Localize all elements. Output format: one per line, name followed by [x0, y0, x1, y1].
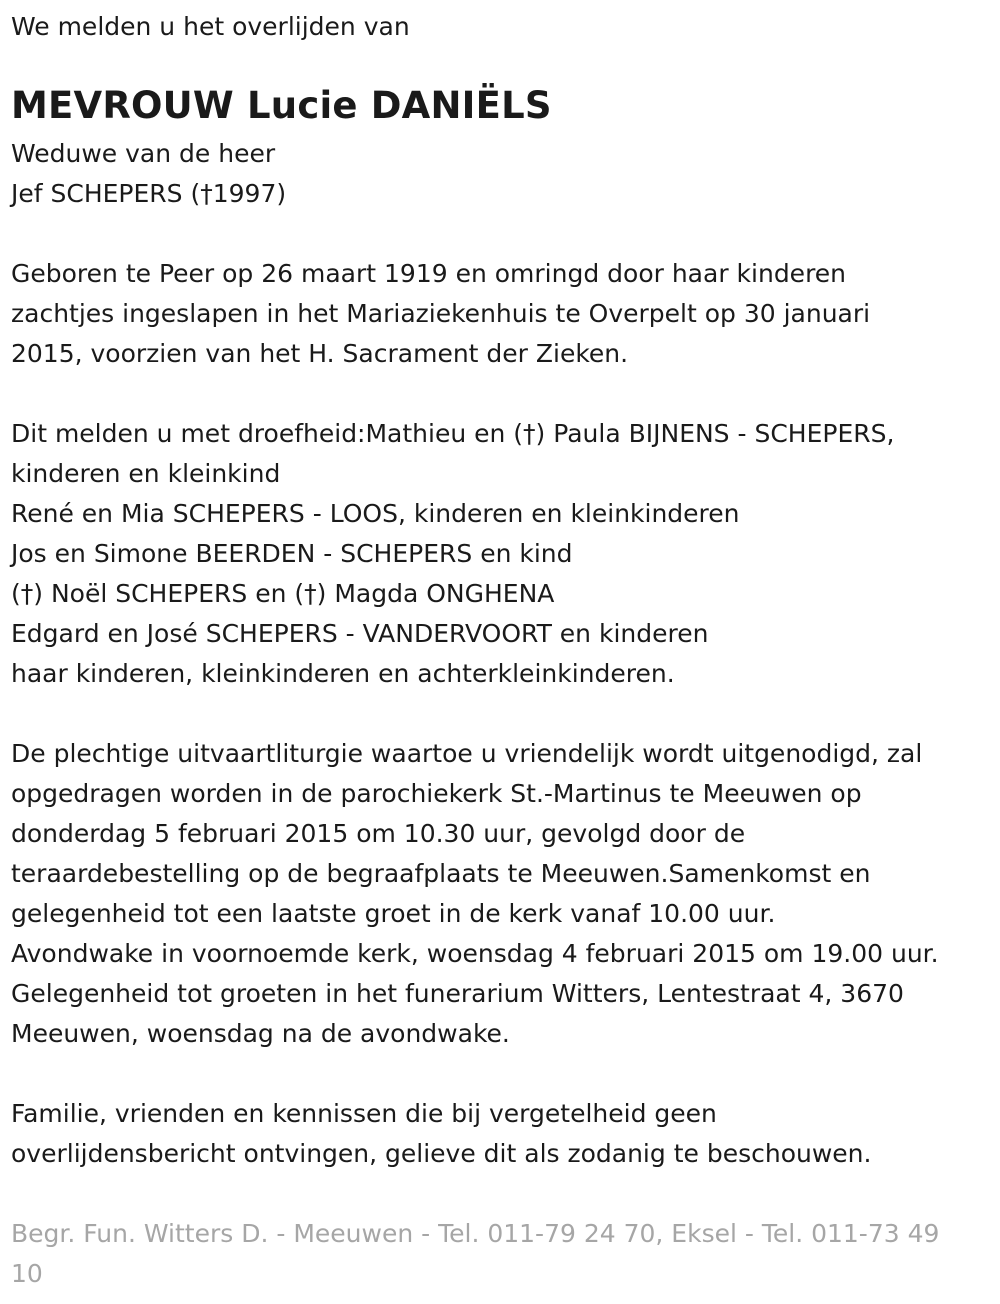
- service-line: gelegenheid tot een laatste groet in de kerk vanaf 10.00 uur.: [11, 899, 776, 928]
- closing-line: Familie, vrienden en kennissen die bij vergetelheid geen: [11, 1099, 717, 1128]
- family-line: haar kinderen, kleinkinderen en achterkleinkinderen.: [11, 659, 675, 688]
- paragraph-line: Geboren te Peer op 26 maart 1919 en omringd door haar kinderen: [11, 259, 847, 288]
- spouse-line: Weduwe van de heer: [11, 139, 276, 168]
- birth-death-paragraph: [11, 254, 870, 374]
- service-line: Meeuwen, woensdag na de avondwake.: [11, 1019, 510, 1048]
- deceased-name-title: MEVROUW Lucie DANIËLS: [11, 84, 552, 127]
- closing-line: overlijdensbericht ontvingen, gelieve dit als zodanig te beschouwen.: [11, 1139, 872, 1168]
- paragraph-line: 2015, voorzien van het H. Sacrament der Zieken.: [11, 339, 629, 368]
- service-line: donderdag 5 februari 2015 om 10.30 uur, gevolgd door de: [11, 819, 746, 848]
- family-line: Dit melden u met droefheid:Mathieu en (†) Paula BIJNENS - SCHEPERS,: [11, 419, 895, 448]
- service-line: Avondwake in voornoemde kerk, woensdag 4 februari 2015 om 19.00 uur.: [11, 939, 939, 968]
- spouse-name-line: Jef SCHEPERS (†1997): [11, 179, 287, 208]
- family-line: Jos en Simone BEERDEN - SCHEPERS en kind: [11, 539, 573, 568]
- closing-paragraph: [11, 1094, 871, 1174]
- family-line: (†) Noël SCHEPERS en (†) Magda ONGHENA: [11, 579, 555, 608]
- funeral-service-paragraph: [11, 734, 939, 1054]
- service-line: opgedragen worden in de parochiekerk St.-Martinus te Meeuwen op: [11, 779, 862, 808]
- paragraph-line: zachtjes ingeslapen in het Mariaziekenhuis te Overpelt op 30 januari: [11, 299, 871, 328]
- family-line: kinderen en kleinkind: [11, 459, 281, 488]
- intro-text: We melden u het overlijden van: [11, 12, 410, 41]
- funeral-home-footer: [11, 1214, 986, 1294]
- service-line: teraardebestelling op de begraafplaats te Meeuwen.Samenkomst en: [11, 859, 871, 888]
- service-line: Gelegenheid tot groeten in het funerarium Witters, Lentestraat 4, 3670: [11, 979, 904, 1008]
- spouse-block: [11, 134, 286, 214]
- service-line: De plechtige uitvaartliturgie waartoe u vriendelijk wordt uitgenodigd, zal: [11, 739, 923, 768]
- footer-line: Begr. Fun. Witters D. - Meeuwen - Tel. 011-79 24 70, Eksel - Tel. 011-73 49: [11, 1219, 940, 1248]
- family-line: Edgard en José SCHEPERS - VANDERVOORT en kinderen: [11, 619, 709, 648]
- family-paragraph: [11, 414, 894, 694]
- footer-line: 10: [11, 1259, 43, 1288]
- family-line: René en Mia SCHEPERS - LOOS, kinderen en kleinkinderen: [11, 499, 740, 528]
